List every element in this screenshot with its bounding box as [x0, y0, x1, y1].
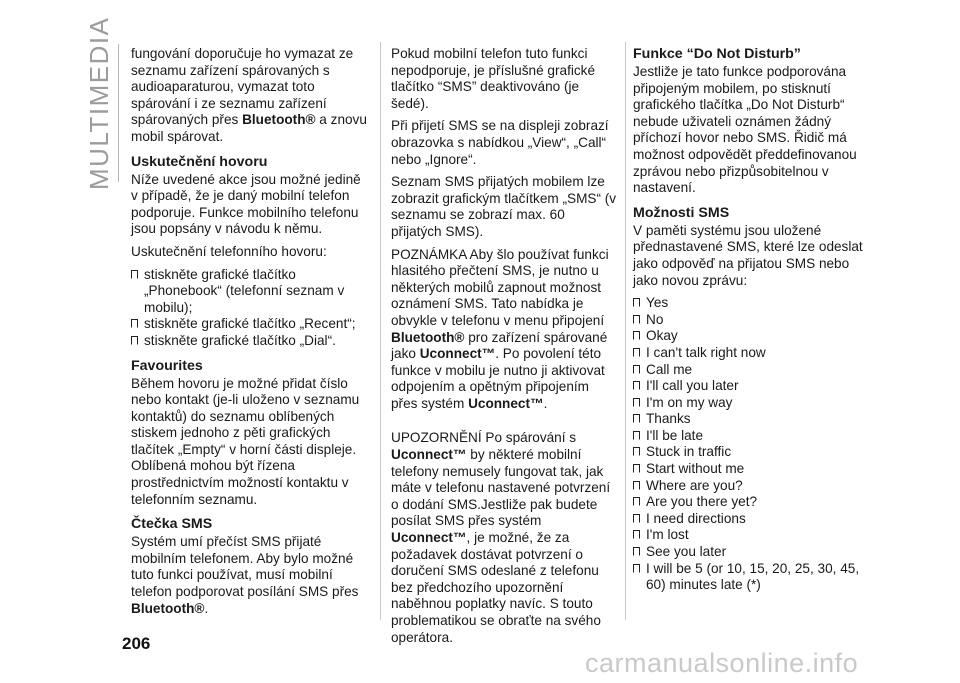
heading-sms-reader: Čtečka SMS: [131, 516, 213, 533]
checkbox-bullet-icon: [633, 398, 640, 407]
list-item: I'll be late: [633, 428, 873, 445]
checkbox-bullet-icon: [131, 270, 138, 279]
sms-options-list: [633, 295, 873, 594]
paragraph-call-info: Níže uvedené akce jsou možné jedině v případě, že je daný mobilní telefon podporuje. Funkce mobilního telefonu jsou popsány v návodu k němu.: [131, 171, 361, 237]
list-item: Yes: [633, 295, 873, 312]
intro-paragraph: fungování doporučuje ho vymazat ze seznamu zařízení spárovaných s audioaparaturou, vymazat toto spárování i ze seznamu zařízení spárovaných přes Bluetooth® a znovu mobil spárovat.: [131, 46, 367, 144]
list-item: Stuck in traffic: [633, 444, 873, 461]
column-2: [391, 46, 619, 652]
list-item: stiskněte grafické tlačítko „Phonebook“ (telefonní seznam v mobilu);: [131, 267, 367, 317]
checkbox-bullet-icon: [633, 381, 640, 390]
paragraph-sms-received: Při přijetí SMS se na displeji zobrazí obrazovka s nabídkou „View“, „Call“ nebo „Ignore“.: [391, 118, 609, 167]
list-item: I'm lost: [633, 527, 873, 544]
paragraph-sms-options: V paměti systému jsou uložené přednastavené SMS, které lze odeslat jako odpověď na přijatou SMS nebo jako novou zprávu:: [633, 222, 863, 288]
checkbox-bullet-icon: [633, 447, 640, 456]
checkbox-bullet-icon: [633, 315, 640, 324]
checkbox-bullet-icon: [633, 497, 640, 506]
paragraph-sms-button: Pokud mobilní telefon tuto funkci nepodporuje, je příslušné grafické tlačítko “SMS” deaktivováno (je šedé).: [391, 46, 596, 111]
list-item: Are you there yet?: [633, 494, 873, 511]
checkbox-bullet-icon: [633, 431, 640, 440]
list-item: stiskněte grafické tlačítko „Dial“.: [131, 333, 367, 350]
heading-do-not-disturb: Funkce “Do Not Disturb”: [633, 46, 801, 62]
heading-sms-options: Možnosti SMS: [633, 204, 730, 221]
paragraph-do-not-disturb: Jestliže je tato funkce podporována připojeným mobilem, po stisknutí grafického tlačítka „Do Not Disturb“ nebude uživateli oznámen žádný příchozí hovor nebo SMS. Řidič má možnost odpovědět předdefinovanou zprávou nebo přizpůsobitelnou v nastavení.: [633, 64, 857, 196]
list-item: Thanks: [633, 411, 873, 428]
page-number: 206: [122, 634, 151, 653]
list-item: Start without me: [633, 461, 873, 478]
paragraph-favourites: Během hovoru je možné přidat číslo nebo kontakt (je-li uloženo v seznamu kontaktů) do seznamu oblíbených stiskem jednoho z pěti grafických tlačítek „Empty“ v horní části displeje. Oblíbená mohou být řízena prostřednictvím možností kontaktu v telefonním seznamu.: [131, 375, 360, 507]
list-item: stiskněte grafické tlačítko „Recent“;: [131, 316, 367, 333]
list-item: I need directions: [633, 511, 873, 528]
heading-making-call: Uskutečnění hovoru: [131, 153, 268, 170]
checkbox-bullet-icon: [633, 564, 640, 573]
checkbox-bullet-icon: [633, 365, 640, 374]
paragraph-call-lead: Uskutečnění telefonního hovoru:: [131, 243, 327, 259]
checkbox-bullet-icon: [633, 414, 640, 423]
section-divider: [118, 44, 119, 182]
list-item: I'll call you later: [633, 378, 873, 395]
checkbox-bullet-icon: [131, 319, 138, 328]
checkbox-bullet-icon: [633, 298, 640, 307]
column-3: [633, 46, 873, 598]
warning-paragraph: UPOZORNĚNÍ Po spárování s Uconnect™ by některé mobilní telefony nemusely fungovat tak, jak máte v telefonu nastavené potvrzení o dodání SMS.Jestliže pak budete posílat SMS přes systém Uconnect™, je možné, že za požadavek dostávat potvrzení o doručení SMS odeslané z telefonu bez předchozího upozornění naběhnou poplatky navíc. S touto problematikou se obraťte na svého operátora.: [391, 430, 611, 645]
list-item: I can't talk right now: [633, 345, 873, 362]
watermark: carmanualsonline.info: [585, 648, 859, 678]
checkbox-bullet-icon: [633, 514, 640, 523]
column-1: [131, 46, 367, 623]
paragraph-sms-reader: Systém umí přečíst SMS přijaté mobilním telefonem. Aby bylo možné tuto funkci používat, musí mobilní telefon podporovat posílání SMS přes Bluetooth®.: [131, 534, 359, 616]
paragraph-sms-list: Seznam SMS přijatých mobilem lze zobrazit grafickým tlačítkem „SMS“ (v seznamu se zobrazí max. 60 přijatých SMS).: [391, 174, 617, 239]
list-item: I'm on my way: [633, 395, 873, 412]
checkbox-bullet-icon: [131, 336, 138, 345]
checkbox-bullet-icon: [633, 530, 640, 539]
list-item: Call me: [633, 362, 873, 379]
column-divider-1: [380, 42, 381, 620]
list-item: Okay: [633, 328, 873, 345]
checkbox-bullet-icon: [633, 464, 640, 473]
list-item: Where are you?: [633, 478, 873, 495]
list-item: I will be 5 (or 10, 15, 20, 25, 30, 45, 60) minutes late (*): [633, 561, 873, 594]
list-item: See you later: [633, 544, 873, 561]
section-label: MULTIMEDIA: [84, 16, 114, 190]
checkbox-bullet-icon: [633, 348, 640, 357]
column-divider-2: [625, 42, 626, 620]
checkbox-bullet-icon: [633, 481, 640, 490]
checkbox-bullet-icon: [633, 331, 640, 340]
call-options-list: [131, 267, 367, 350]
list-item: No: [633, 312, 873, 329]
checkbox-bullet-icon: [633, 547, 640, 556]
heading-favourites: Favourites: [131, 357, 203, 374]
note-paragraph: POZNÁMKA Aby šlo používat funkci hlasitého přečtení SMS, je nutno u některých mobilů zapnout možnost oznámení SMS. Tato nabídka je obvykle v telefonu v menu připojení Bluetooth® pro zařízení spárované jako Uconnect™. Po povolení této funkce v mobilu je nutno ji aktivovat odpojením a opětným připojením přes systém Uconnect™.: [391, 246, 609, 411]
